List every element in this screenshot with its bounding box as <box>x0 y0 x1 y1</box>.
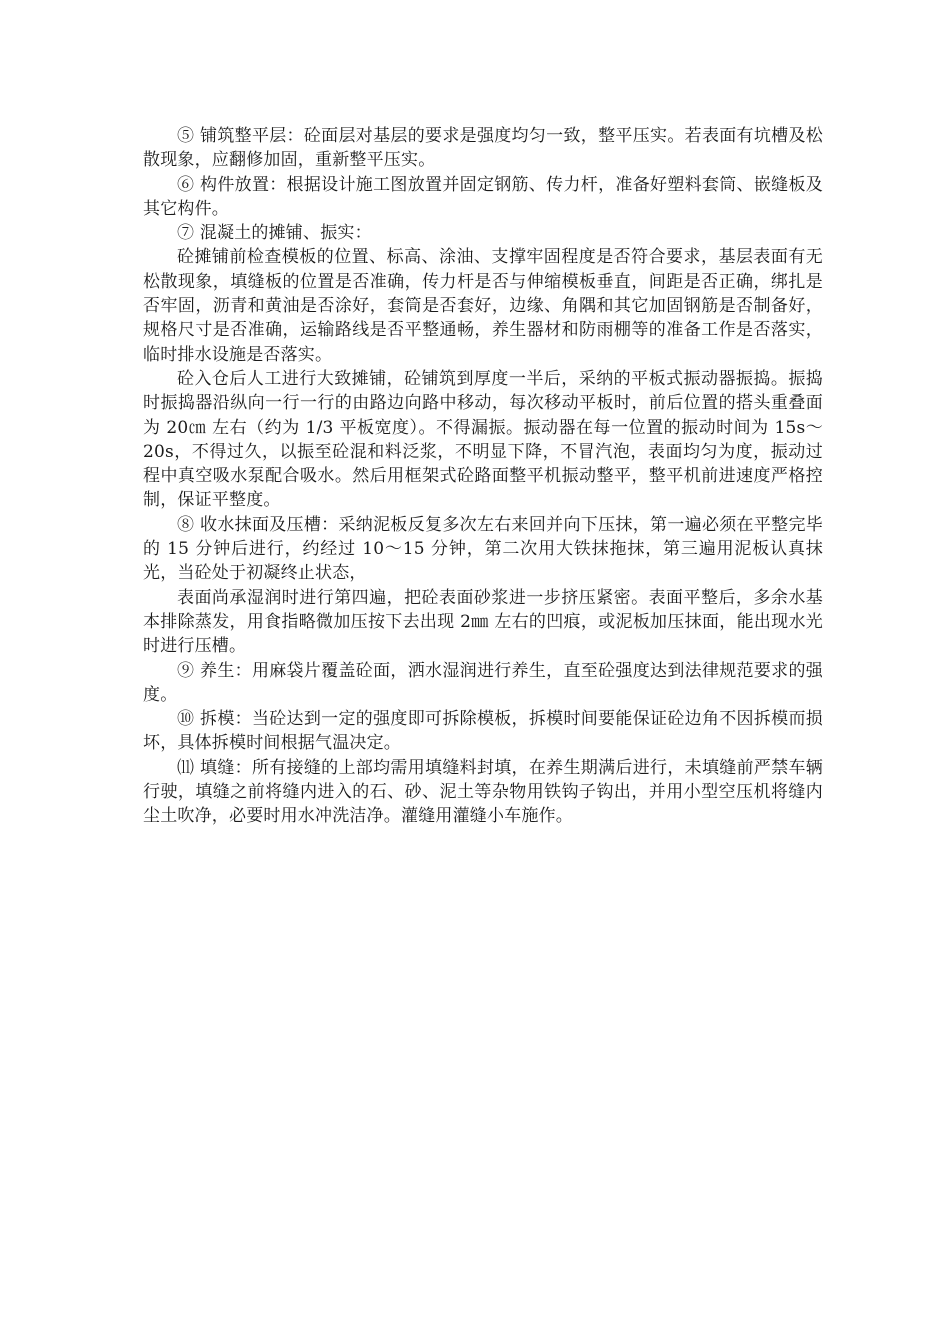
paragraph-surface-finishing: ⑧ 收水抹面及压槽：采纳泥板反复多次左右来回并向下压抹，第一遍必须在平整完毕的 15 分钟后进行，约经过 10～15 分钟，第二次用大铁抹拖抹，第三遍用泥板认真抹光，当砼处于初凝终止状态， <box>143 514 823 584</box>
paragraph-vibration: 砼入仓后人工进行大致摊铺，砼铺筑到厚度一半后，采纳的平板式振动器振捣。振捣时振捣器沿纵向一行一行的由路边向路中移动，每次移动平板时，前后位置的搭头重叠面为 20㎝ 左右（约为 1/3 平板宽度）。不得漏振。振动器在每一位置的振动时间为 15s～20s，不得过久，以振至砼混和料泛浆，不明显下降，不冒汽泡，表面均匀为度，振动过程中真空吸水泵配合吸水。然后用框架式砼路面整平机振动整平，整平机前进速度严格控制，保证平整度。 <box>143 368 823 511</box>
document-body <box>143 124 823 829</box>
paragraph-concrete-paving-heading: ⑦ 混凝土的摊铺、振实： <box>177 223 372 244</box>
paragraph-leveling-layer: ⑤ 铺筑整平层：砼面层对基层的要求是强度均匀一致，整平压实。若表面有坑槽及松散现象，应翻修加固，重新整平压实。 <box>143 126 823 171</box>
paragraph-pre-paving-check: 砼摊铺前检查模板的位置、标高、涂油、支撑牢固程度是否符合要求，基层表面有无松散现象，填缝板的位置是否准确，传力杆是否与伸缩模板垂直，间距是否正确，绑扎是否牢固，沥青和黄油是否涂好，套筒是否套好，边缘、角隅和其它加固钢筋是否制备好，规格尺寸是否准确，运输路线是否平整通畅，养生器材和防雨棚等的准备工作是否落实，临时排水设施是否落实。 <box>143 247 823 365</box>
paragraph-component-placement: ⑥ 构件放置：根据设计施工图放置并固定钢筋、传力杆，准备好塑料套筒、嵌缝板及其它构件。 <box>143 174 823 219</box>
paragraph-form-removal: ⑩ 拆模：当砼达到一定的强度即可拆除模板，拆模时间要能保证砼边角不因拆模而损坏，具体拆模时间根据气温决定。 <box>143 709 823 754</box>
paragraph-fourth-pass: 表面尚承湿润时进行第四遍，把砼表面砂浆进一步挤压紧密。表面平整后，多余水基本排除蒸发，用食指略微加压按下去出现 2㎜ 左右的凹痕，或泥板加压抹面，能出现水光时进行压槽。 <box>143 587 823 657</box>
paragraph-curing: ⑨ 养生：用麻袋片覆盖砼面，洒水湿润进行养生，直至砼强度达到法律规范要求的强度。 <box>143 660 823 705</box>
paragraph-joint-filling: ⑾ 填缝：所有接缝的上部均需用填缝料封填，在养生期满后进行，未填缝前严禁车辆行驶，填缝之前将缝内进入的石、砂、泥土等杂物用铁钩子钩出，并用小型空压机将缝内尘土吹净，必要时用水冲洗洁净。灌缝用灌缝小车施作。 <box>143 757 823 827</box>
